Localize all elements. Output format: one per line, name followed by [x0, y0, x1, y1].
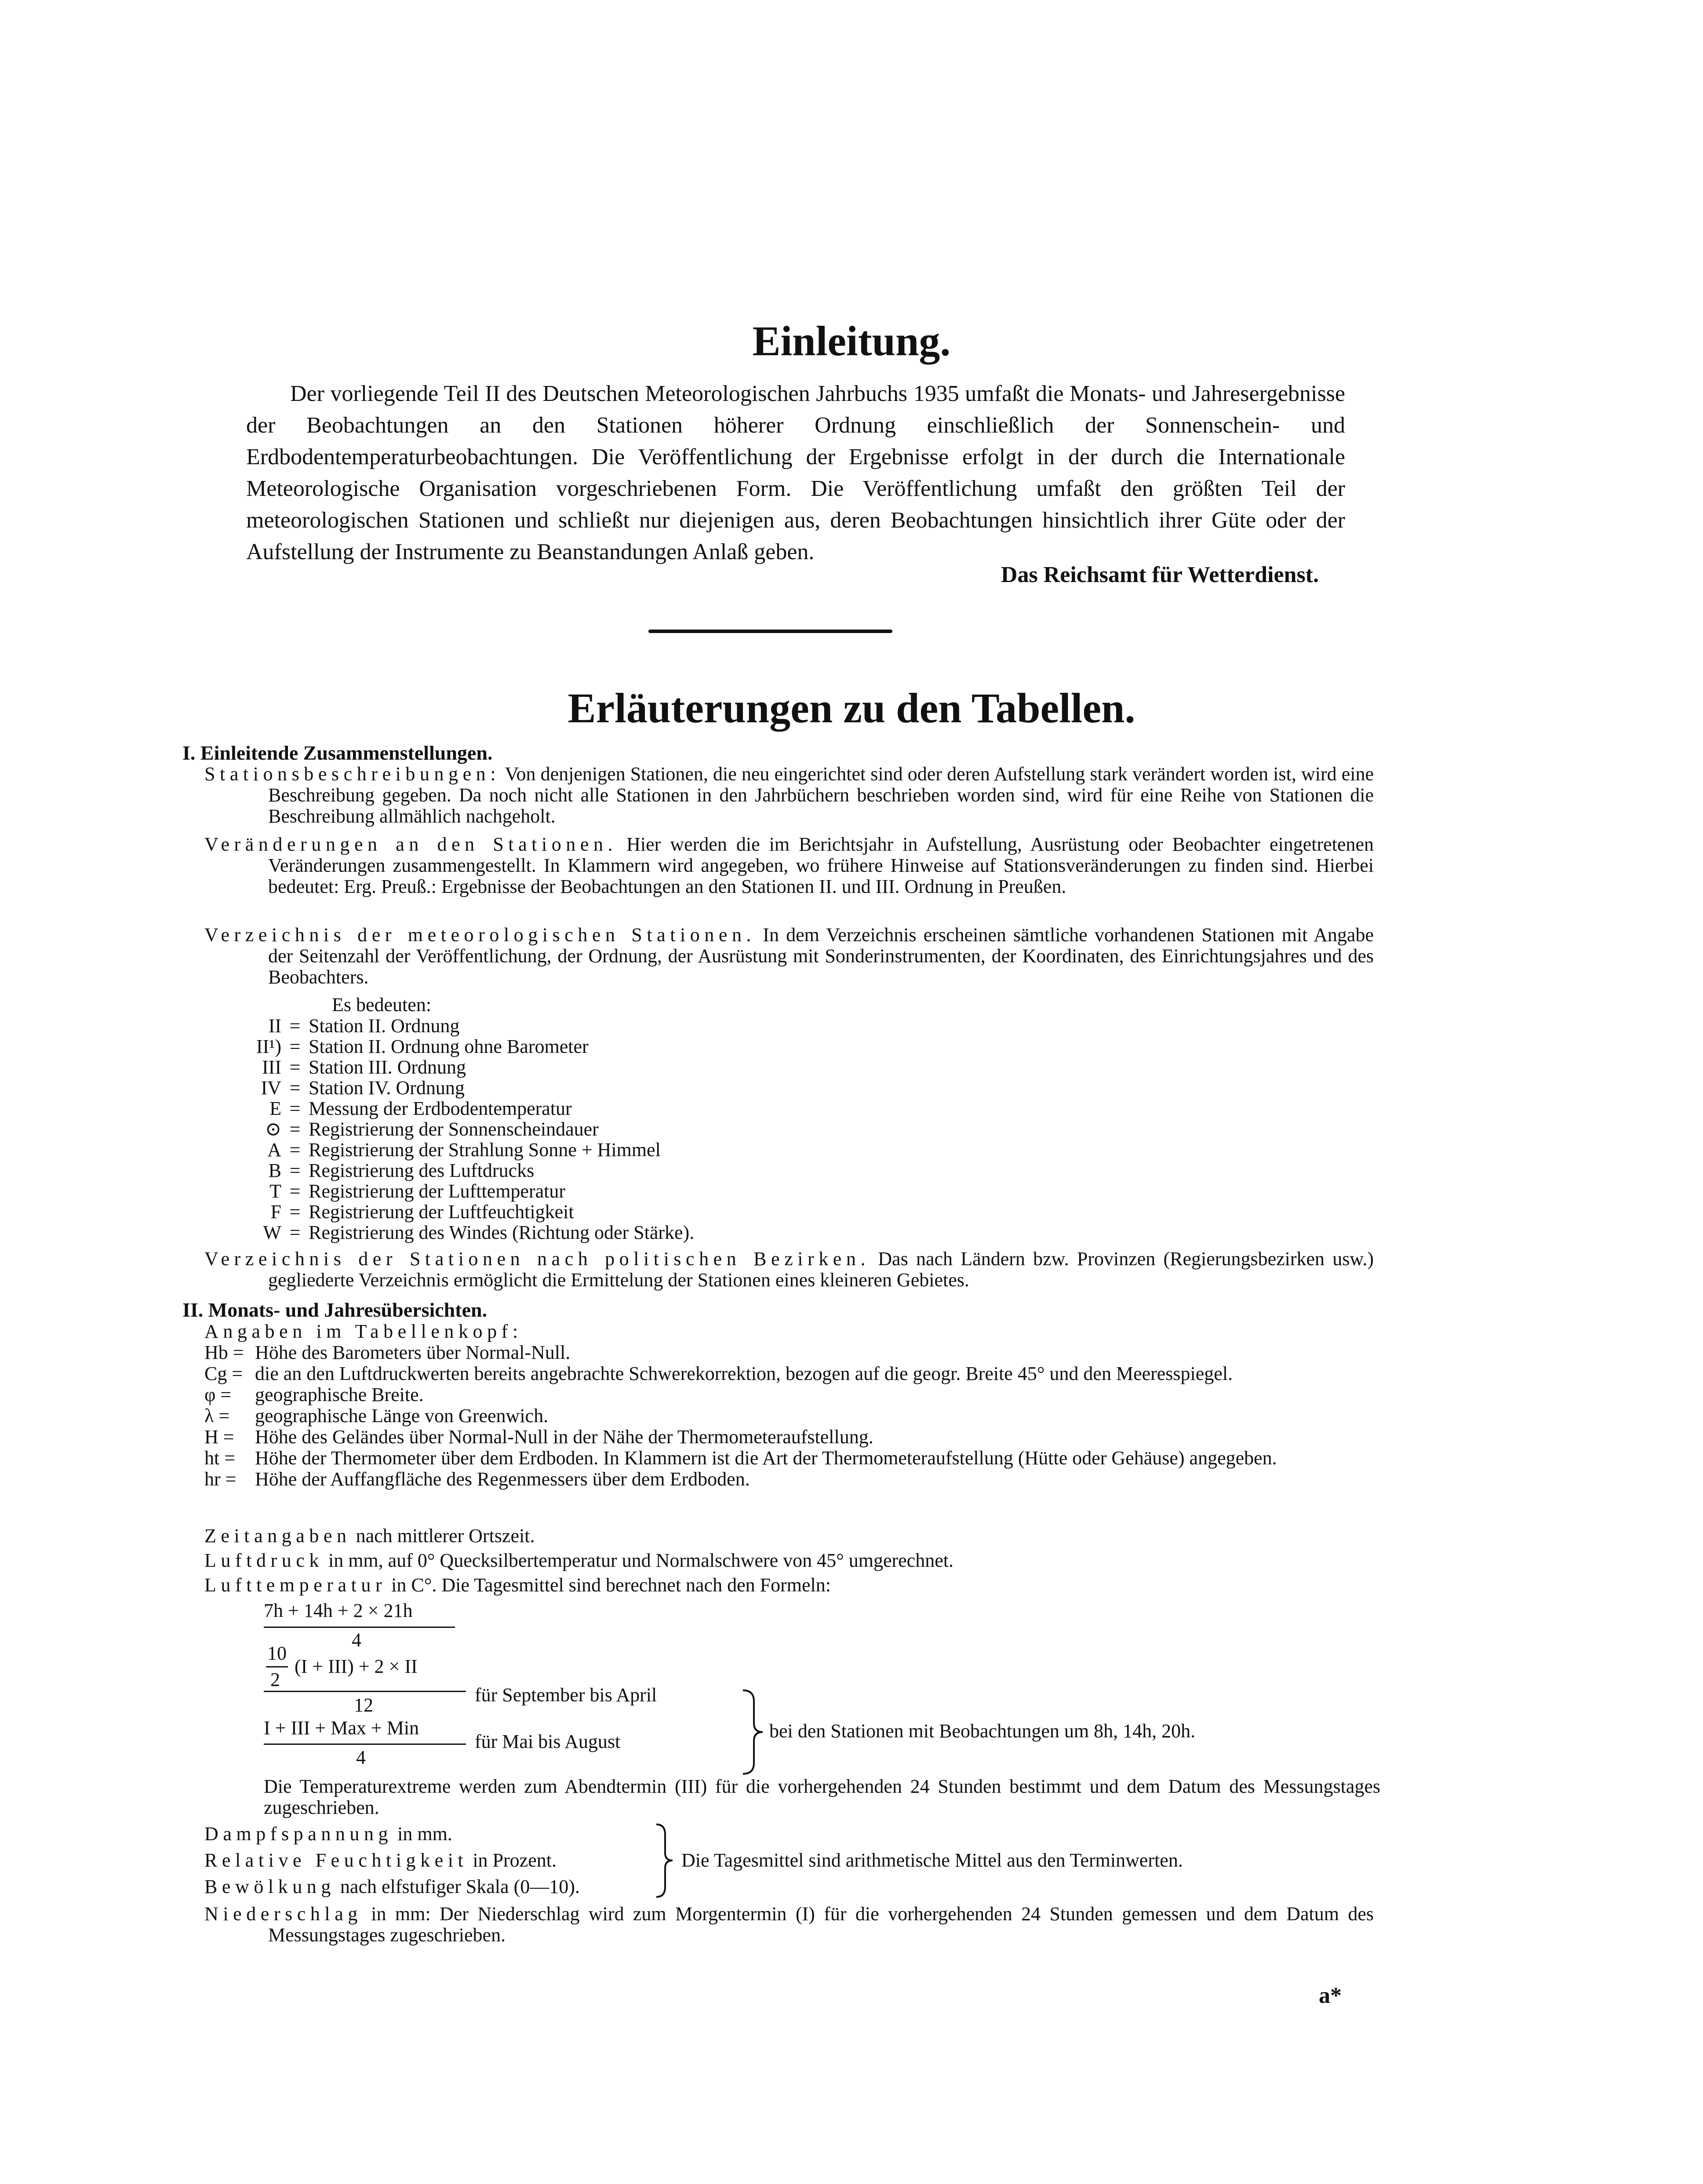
- part1-item-changes: [204, 834, 1374, 897]
- section-divider: [648, 630, 892, 633]
- formula-2-label: für September bis April: [475, 1684, 657, 1706]
- intro-paragraph: Der vorliegende Teil II des Deutschen Meteorologischen Jahrbuchs 1935 umfaßt die Monats- und Jahresergebnisse der Beobachtungen an den Stationen höherer Ordnung einschließlich der Sonnenschein- und Erdbodentemperaturbeobachtungen. Die Veröffentlichung der Ergebnisse erfolgt in der durch die Internationale Meteorologische Organisation vorgeschriebenen Form. Die Veröffentlichung umfaßt den größten Teil der meteorologischen Stationen und schließt nur diejenigen aus, deren Beobachtungen hinsichtlich ihrer Güte oder der Aufstellung der Instrumente zu Beanstandungen Anlaß geben.: [246, 381, 1345, 564]
- text: Von denjenigen Stationen, die neu eingerichtet sind oder deren Aufstellung stark verändert worden ist, wird eine Beschreibung gegeben. Da noch nicht alle Stationen in den Jahrbüchern beschrieben worden sind, wird für eine Reihe von Stationen die Beschreibung allmählich nachgeholt.: [268, 763, 1374, 827]
- brace-icon: [739, 1688, 765, 1776]
- legend-row: F = Registrierung der Luftfeuchtigkeit: [270, 1201, 574, 1223]
- intro-signature: Das Reichsamt für Wetterdienst.: [1001, 562, 1319, 587]
- legend-intro: Es bedeuten:: [332, 994, 432, 1016]
- header-item: H = Höhe des Geländes über Normal-Null in der Nähe der Thermometeraufstellung.: [204, 1426, 873, 1448]
- formula-2-prefactor-den: 2: [270, 1669, 280, 1690]
- legend-row: A = Registrierung der Strahlung Sonne + Himmel: [267, 1139, 661, 1161]
- header-items: [204, 1342, 1383, 1490]
- time-note: Zeitangaben nach mittlerer Ortszeit.: [204, 1525, 535, 1547]
- legend-row: T = Registrierung der Lufttemperatur: [269, 1180, 566, 1202]
- formula-brace-note: bei den Stationen mit Beobachtungen um 8h, 14h, 20h.: [769, 1720, 1196, 1742]
- pressure-note: Luftdruck in mm, auf 0° Quecksilbertemperatur und Normalschwere von 45° umgerechnet.: [204, 1550, 953, 1571]
- part1-heading: I. Einleitende Zusammenstellungen.: [182, 742, 493, 764]
- legend-row: II = Station II. Ordnung: [268, 1015, 460, 1037]
- temperature-note: Lufttemperatur in C°. Die Tagesmittel sind berechnet nach den Formeln:: [204, 1574, 831, 1596]
- humidity-note: Relative Feuchtigkeit in Prozent.: [204, 1849, 557, 1871]
- header-item: hr = Höhe der Auffangfläche des Regenmessers über dem Erdboden.: [204, 1468, 750, 1490]
- formula-3-bar: [264, 1744, 466, 1745]
- mean-note: Die Tagesmittel sind arithmetische Mittel aus den Terminwerten.: [681, 1849, 1183, 1871]
- formula-2-denominator: 12: [354, 1694, 373, 1716]
- formula-3-label: für Mai bis August: [475, 1731, 621, 1752]
- header-item: Cg = die an den Luftdruckwerten bereits angebrachte Schwerekorrektion, bezogen auf die geogr. Breite 45° und den Meeresspiegel.: [204, 1363, 1233, 1384]
- formula-2-prefactor-num: 10: [267, 1642, 287, 1664]
- text: In dem Verzeichnis erscheinen sämtliche vorhandenen Stationen mit Angabe der Seitenzahl der Veröffentlichung, der Ordnung, der Ausrüstung mit Sonderinstrumenten, der Koordinaten, des Einrichtungsjahres und des Beobachters.: [268, 924, 1374, 988]
- section-title: Erläuterungen zu den Tabellen.: [568, 684, 1135, 732]
- formula-1-bar: [264, 1627, 455, 1628]
- header-item: ht = Höhe der Thermometer über dem Erdboden. In Klammern ist die Art der Thermometeraufstellung (Hütte oder Gehäuse) angegeben.: [204, 1447, 1277, 1469]
- legend-row: III = Station III. Ordnung: [262, 1056, 466, 1078]
- legend-row: E = Messung der Erdbodentemperatur: [269, 1098, 572, 1119]
- term: Verzeichnis der Stationen nach politischen Bezirken.: [204, 1248, 870, 1270]
- text: Das nach Ländern bzw. Provinzen (Regierungsbezirken usw.) gegliederte Verzeichnis ermöglicht die Ermittelung der Stationen eines kleineren Gebietes.: [268, 1248, 1374, 1291]
- formula-3-numerator: I + III + Max + Min: [264, 1717, 419, 1739]
- sun-icon: ⊙: [265, 1118, 281, 1140]
- legend-row: W = Registrierung des Windes (Richtung oder Stärke).: [263, 1222, 695, 1243]
- formula-1-numerator: 7h + 14h + 2 × 21h: [264, 1600, 413, 1621]
- header-label: Angaben im Tabellenkopf:: [204, 1321, 523, 1342]
- legend-row: B = Registrierung des Luftdrucks: [268, 1160, 535, 1181]
- part1-item-stations: [204, 764, 1374, 827]
- intro-title: Einleitung.: [752, 317, 951, 364]
- formula-1-denominator: 4: [352, 1629, 361, 1651]
- extremes-note: Die Temperaturextreme werden zum Abendtermin (III) für die vorhergehenden 24 Stunden bestimmt und dem Datum des Messungstages zugeschrieben.: [264, 1776, 1380, 1818]
- text: Hier werden die im Berichtsjahr in Aufstellung, Ausrüstung oder Beobachter eingetretenen Veränderungen zusammengestellt. In Klammern wird angegeben, wo frühere Hinweise auf Stationsveränderungen zu finden sind. Hierbei bedeutet: Erg. Preuß.: Ergebnisse der Beobachtungen an den Stationen II. und III. Ordnung in Preußen.: [268, 834, 1374, 897]
- legend-row: IV = Station IV. Ordnung: [261, 1077, 465, 1099]
- page-mark: a*: [1319, 1983, 1342, 2008]
- term: Verzeichnis der meteorologischen Stationen.: [204, 924, 756, 946]
- header-item: Hb = Höhe des Barometers über Normal-Null.: [204, 1342, 571, 1363]
- term: Stationsbeschreibungen:: [204, 763, 501, 785]
- precip-note: Niederschlag in mm: Der Niederschlag wird zum Morgentermin (I) für die vorhergehenden 24 Stunden gemessen und dem Datum des Messungstages zugeschrieben.: [204, 1903, 1374, 1946]
- part1-item-districts: [204, 1249, 1374, 1291]
- vapor-note: Dampfspannung in mm.: [204, 1823, 452, 1845]
- legend-row: ⊙ = Registrierung der Sonnenscheindauer: [229, 1119, 694, 1139]
- part2-heading: II. Monats- und Jahresübersichten.: [182, 1299, 488, 1321]
- header-item: λ = geographische Länge von Greenwich.: [204, 1405, 549, 1427]
- cloud-note: Bewölkung nach elfstufiger Skala (0—10).: [204, 1876, 580, 1897]
- term: Veränderungen an den Stationen.: [204, 834, 618, 855]
- part1-item-directory: [204, 925, 1374, 988]
- formula-3-denominator: 4: [356, 1747, 366, 1768]
- legend: [229, 1016, 694, 1243]
- formula-2-prefactor-bar: [266, 1666, 288, 1667]
- header-item: φ = geographische Breite.: [204, 1384, 424, 1405]
- formula-2-bar: [264, 1691, 466, 1692]
- formula-2-numerator: (I + III) + 2 × II: [295, 1656, 418, 1677]
- brace-icon: [653, 1822, 675, 1899]
- legend-row: II¹) = Station II. Ordnung ohne Barometer: [256, 1036, 589, 1057]
